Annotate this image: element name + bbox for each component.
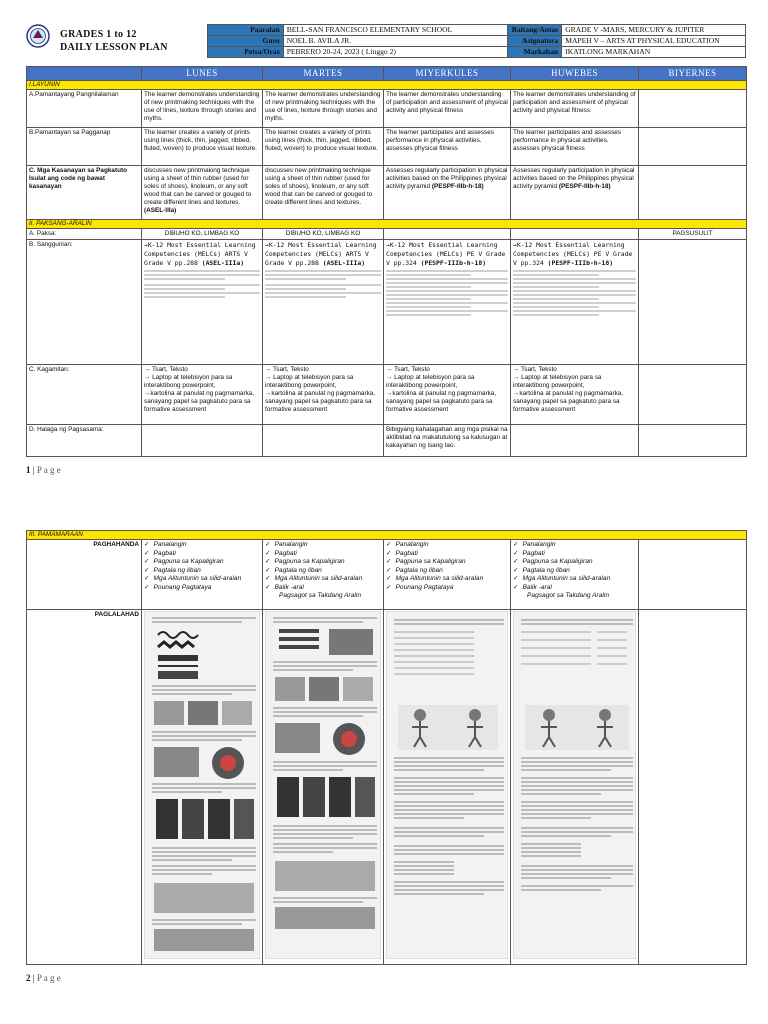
cell-halaga-thursday bbox=[511, 425, 639, 457]
checkmark-icon: ✓ bbox=[513, 549, 519, 557]
row-label-paglalahad: PAGLALAHAD bbox=[27, 610, 142, 965]
row-label-kasanayan bbox=[27, 166, 142, 220]
physical-activity-lesson-image bbox=[390, 615, 508, 955]
printmaking-lesson-image bbox=[148, 615, 260, 955]
checklist-item-text: Balik -aral bbox=[274, 583, 304, 591]
sanggunian-thursday-code: (PESPF-IIIb-h-18) bbox=[547, 258, 614, 267]
checklist-item bbox=[144, 584, 260, 593]
checklist-item bbox=[386, 584, 508, 593]
cell-paghahanda-wednesday bbox=[384, 540, 511, 610]
section-pamamaraan: III. PAMAMARAAN bbox=[27, 531, 747, 540]
checklist-item-text: Pagtala ng liban bbox=[395, 566, 443, 574]
checklist-item-text: Mga Alituntunin sa silid-aralan bbox=[395, 575, 484, 583]
cell-a-monday: The learner demonstrates understanding of new printmaking techniques with the use of lines, texture through stories and myths. bbox=[142, 90, 263, 128]
cell-paglalahad-wednesday bbox=[384, 610, 511, 965]
header bbox=[26, 24, 746, 66]
row-label-pamantayang-pangnilalaman: A.Pamantayang Pangnilalaman bbox=[27, 90, 142, 128]
kagamitan-wednesday-2: → Laptop at telebisyon para sa interaktibong powerpoint, bbox=[386, 374, 475, 390]
physical-activity-lesson-image-2 bbox=[517, 615, 637, 955]
cell-c-thursday bbox=[511, 166, 639, 220]
cell-halaga-monday bbox=[142, 425, 263, 457]
printmaking-lesson-image-2 bbox=[269, 615, 381, 955]
kasanayan-label-text: C. Mga Kasanayan sa Pagkatuto Isulat ang code ng bawat kasanayan bbox=[29, 167, 128, 191]
checkmark-icon: ✓ bbox=[144, 558, 150, 566]
cell-paksa-monday: DIBUHO KO, LIMBAG KO bbox=[142, 229, 263, 240]
day-header-monday: LUNES bbox=[142, 67, 263, 81]
kagamitan-thursday-3: →kartolina at panulat ng pagmamarka, sanayang papel sa pagkatuto para sa formative assessment bbox=[513, 390, 624, 414]
arts-lesson-thumbnail-tuesday bbox=[265, 611, 381, 959]
cell-paksa-tuesday: DIBUHO KO, LIMBAG KO bbox=[263, 229, 384, 240]
kagamitan-tuesday-1: → Tsart, Teksto bbox=[265, 366, 309, 374]
cell-a-wednesday: The learner demonstrates understanding of participation and assessment of physical activity and physical fitness bbox=[384, 90, 511, 128]
cell-paksa-friday: PAGSUSULIT bbox=[639, 229, 747, 240]
cell-paglalahad-tuesday bbox=[263, 610, 384, 965]
checklist-item-text: Pagbati bbox=[522, 549, 545, 557]
checklist-item bbox=[144, 558, 260, 567]
checklist-item bbox=[513, 567, 636, 576]
day-header-thursday: HUWEBES bbox=[511, 67, 639, 81]
row-label-paksa: A. Paksa: bbox=[27, 229, 142, 240]
cell-c-wednesday-text: Assesses regularly participation in physical activities based on the Philippines physical activity pyramid bbox=[386, 167, 508, 191]
checkmark-icon: ✓ bbox=[144, 583, 150, 591]
checklist-item bbox=[386, 541, 508, 550]
checklist-tuesday bbox=[265, 541, 381, 592]
day-header-friday: BIYERNES bbox=[639, 67, 747, 81]
thursday-extra: Pagsagot sa Takdang Aralin bbox=[527, 592, 609, 600]
cell-paglalahad-friday bbox=[639, 610, 747, 965]
row-label-halaga: D. Halaga ng Pagsasama: bbox=[27, 425, 142, 457]
checkmark-icon: ✓ bbox=[513, 566, 519, 574]
cell-sanggunian-monday bbox=[142, 240, 263, 365]
checklist-item-text: Panalangin bbox=[522, 541, 556, 548]
checkmark-icon: ✓ bbox=[513, 541, 519, 548]
cell-kagamitan-friday bbox=[639, 365, 747, 425]
cell-paghahanda-thursday bbox=[511, 540, 639, 610]
cell-c-monday bbox=[142, 166, 263, 220]
checklist-item-text: Pagpuna sa Kapaligiran bbox=[153, 558, 224, 566]
cell-halaga-friday bbox=[639, 425, 747, 457]
cell-paghahanda-tuesday bbox=[263, 540, 384, 610]
kagamitan-tuesday-2: → Laptop at telebisyon para sa interaktibong powerpoint, bbox=[265, 374, 354, 390]
markahan-value: IKATLONG MARKAHAN bbox=[562, 47, 746, 58]
cell-b-friday bbox=[639, 128, 747, 166]
checkmark-icon: ✓ bbox=[386, 583, 392, 591]
checkmark-icon: ✓ bbox=[144, 566, 150, 574]
kagamitan-thursday-1: → Tsart, Teksto bbox=[513, 366, 557, 374]
sanggunian-wednesday-text: →K-12 Most Essential Learning Competencies (MELCs) PE V Grade V pp.324 bbox=[386, 241, 506, 267]
page-footer-1: 1 | P a g e bbox=[26, 465, 61, 476]
checklist-item bbox=[144, 550, 260, 559]
checkmark-icon: ✓ bbox=[144, 575, 150, 583]
checkmark-icon: ✓ bbox=[513, 575, 519, 583]
guro-value: NOEL B. AVILA JR. bbox=[283, 36, 508, 47]
checklist-item-text: Panalangin bbox=[274, 541, 308, 548]
paaralan-value: BELL-SAN FRANCISCO ELEMENTARY SCHOOL bbox=[283, 25, 508, 36]
lesson-plan-table-2 bbox=[26, 530, 747, 965]
cell-c-friday bbox=[639, 166, 747, 220]
asignatura-value: MAPEH V – ARTS AT PHYSICAL EDUCATION bbox=[562, 36, 746, 47]
cell-sanggunian-thursday bbox=[511, 240, 639, 365]
sanggunian-wednesday-sources bbox=[386, 270, 508, 316]
checklist-wednesday bbox=[386, 541, 508, 592]
checklist-item-text: Pagbati bbox=[395, 549, 418, 557]
cell-paglalahad-thursday bbox=[511, 610, 639, 965]
cell-a-tuesday: The learner demonstrates understanding of new printmaking techniques with the use of lines, texture through stories and myths. bbox=[263, 90, 384, 128]
checkmark-icon: ✓ bbox=[386, 541, 392, 548]
checklist-item bbox=[513, 550, 636, 559]
row-label-sanggunian: B. Sanggunian: bbox=[27, 240, 142, 365]
checkmark-icon: ✓ bbox=[265, 575, 271, 583]
sanggunian-wednesday-code: (PESPF-IIIb-h-18) bbox=[420, 258, 487, 267]
cell-b-tuesday: The learner creates a variety of prints using lines (thick, thin, jagged, ribbed, fluted, woven) to produce visual texture. bbox=[263, 128, 384, 166]
cell-c-wednesday-code: (PESPF-IIIb-h-18) bbox=[431, 183, 484, 191]
baitang-label: Baitang/Antas bbox=[508, 25, 562, 36]
guro-label: Guro bbox=[208, 36, 284, 47]
cell-b-thursday: The learner participates and assesses performance in physical activities. assesses physical fitness bbox=[511, 128, 639, 166]
cell-paksa-thursday bbox=[511, 229, 639, 240]
info-table bbox=[207, 24, 746, 58]
checklist-item bbox=[386, 558, 508, 567]
checkmark-icon: ✓ bbox=[386, 575, 392, 583]
markahan-label: Markahan bbox=[508, 47, 562, 58]
kagamitan-thursday-2: → Laptop at telebisyon para sa interaktibong powerpoint, bbox=[513, 374, 602, 390]
sanggunian-thursday-sources bbox=[513, 270, 636, 316]
cell-b-monday: The learner creates a variety of prints using lines (thick, thin, jagged, ribbed, fluted, woven) to produce visual texture. bbox=[142, 128, 263, 166]
day-header-row bbox=[27, 67, 747, 81]
checkmark-icon: ✓ bbox=[386, 549, 392, 557]
checkmark-icon: ✓ bbox=[386, 558, 392, 566]
sanggunian-tuesday-sources bbox=[265, 270, 381, 298]
cell-c-wednesday bbox=[384, 166, 511, 220]
day-header-blank bbox=[27, 67, 142, 81]
document-title bbox=[60, 28, 168, 54]
kagamitan-tuesday-3: →kartolina at panulat ng pagmamarka, sanayang papel sa pagkatuto para sa formative assessment bbox=[265, 390, 376, 414]
kagamitan-wednesday-1: → Tsart, Teksto bbox=[386, 366, 430, 374]
sanggunian-monday-sources bbox=[144, 270, 260, 298]
sanggunian-monday-text: →K-12 Most Essential Learning Competencies (MELCs) ARTS V Grade V pp.288 bbox=[144, 241, 256, 267]
checklist-item bbox=[386, 550, 508, 559]
sanggunian-tuesday-code: (ASEL-IIIa) bbox=[322, 258, 366, 267]
checkmark-icon: ✓ bbox=[265, 549, 271, 557]
checklist-item bbox=[513, 541, 636, 550]
cell-paghahanda-friday bbox=[639, 540, 747, 610]
checklist-item bbox=[386, 567, 508, 576]
checklist-item bbox=[144, 541, 260, 550]
section-paksang-aralin: II. PAKSANG-ARALIN bbox=[27, 220, 747, 229]
checklist-item-text: Balik -aral bbox=[522, 583, 552, 591]
checklist-item-text: Pagtala ng liban bbox=[522, 566, 570, 574]
cell-c-tuesday-text: discusses new printmaking technique using a sheet of thin rubber (used for soles of shoes), linoleum, or any soft wood that can be carved or gouged to create different lines and textures. bbox=[265, 167, 373, 207]
deped-seal-icon bbox=[26, 24, 50, 48]
cell-kagamitan-tuesday bbox=[263, 365, 384, 425]
row-label-pamantayan-sa-pagganap: B.Pamantayan sa Pagganap bbox=[27, 128, 142, 166]
checklist-item bbox=[144, 575, 260, 584]
tuesday-extra: Pagsagot sa Takdang Aralin bbox=[279, 592, 361, 600]
pe-lesson-thumbnail-wednesday bbox=[386, 611, 508, 959]
kagamitan-monday-3: →kartolina at panulat ng pagmamarka, sanayang papel sa pagkatuto para sa formative assessment bbox=[144, 390, 255, 414]
checklist-item bbox=[513, 575, 636, 584]
kagamitan-monday-1: → Tsart, Teksto bbox=[144, 366, 188, 374]
checklist-item-text: Pagtala ng liban bbox=[153, 566, 201, 574]
cell-b-wednesday: The learner participates and assesses performance in physical activities. assesses physical fitness bbox=[384, 128, 511, 166]
sanggunian-monday-code: (ASEL-IIIa) bbox=[201, 258, 245, 267]
page-1 bbox=[26, 24, 746, 475]
checklist-item-text: Panalangin bbox=[395, 541, 429, 548]
cell-a-thursday: The learner demonstrates understanding of participation and assessment of physical activity and physical fitness bbox=[511, 90, 639, 128]
checklist-item bbox=[265, 550, 381, 559]
cell-paglalahad-monday bbox=[142, 610, 263, 965]
checkmark-icon: ✓ bbox=[513, 558, 519, 566]
checklist-monday bbox=[144, 541, 260, 592]
checklist-item-text: Pounang Pagtataya bbox=[153, 583, 212, 591]
cell-paghahanda-monday bbox=[142, 540, 263, 610]
petsa-value: PEBRERO 20-24, 2023 ( Linggo 2) bbox=[283, 47, 508, 58]
checklist-item-text: Pagpuna sa Kapaligiran bbox=[522, 558, 593, 566]
paaralan-label: Paaralan bbox=[208, 25, 284, 36]
page-footer-2: 2 | P a g e bbox=[26, 973, 61, 983]
checklist-item bbox=[265, 575, 381, 584]
cell-sanggunian-tuesday bbox=[263, 240, 384, 365]
cell-a-friday bbox=[639, 90, 747, 128]
kagamitan-monday-2: → Laptop at telebisyon para sa interaktibong powerpoint, bbox=[144, 374, 233, 390]
checklist-item-text: Pagpuna sa Kapaligiran bbox=[395, 558, 466, 566]
checklist-item-text: Panalangin bbox=[153, 541, 187, 548]
petsa-label: Petsa/Oras bbox=[208, 47, 284, 58]
cell-kagamitan-monday bbox=[142, 365, 263, 425]
checkmark-icon: ✓ bbox=[265, 583, 271, 591]
checklist-thursday bbox=[513, 541, 636, 592]
checklist-item-text: Pagtala ng liban bbox=[274, 566, 322, 574]
cell-c-monday-text: discusses new printmaking technique using a sheet of thin rubber (used for soles of shoes), linoleum, or any soft wood that can be carved or gouged to create different lines and textures. bbox=[144, 167, 252, 207]
sanggunian-thursday-text: →K-12 Most Essential Learning Competencies (MELCs) PE V Grade V pp.324 bbox=[513, 241, 633, 267]
checklist-item-text: Mga Alituntunin sa silid-aralan bbox=[522, 575, 611, 583]
cell-c-thursday-text: Assesses regularly participation in physical activities based on the Philippines physical activity pyramid bbox=[513, 167, 635, 191]
checklist-item bbox=[386, 575, 508, 584]
checklist-item bbox=[513, 584, 636, 593]
sanggunian-tuesday-text: →K-12 Most Essential Learning Competencies (MELCs) ARTS V Grade V pp.288 bbox=[265, 241, 377, 267]
cell-kagamitan-thursday bbox=[511, 365, 639, 425]
cell-c-thursday-code: (PESPF-IIIb-h-18) bbox=[558, 183, 611, 191]
cell-c-monday-code: (ASEL-IIIa) bbox=[144, 207, 177, 215]
checklist-item bbox=[265, 584, 381, 593]
checkmark-icon: ✓ bbox=[144, 541, 150, 548]
checklist-item-text: Pagbati bbox=[153, 549, 176, 557]
day-header-tuesday: MARTES bbox=[263, 67, 384, 81]
checklist-item bbox=[265, 541, 381, 550]
row-label-kagamitan: C. Kagamitan: bbox=[27, 365, 142, 425]
checkmark-icon: ✓ bbox=[144, 549, 150, 557]
cell-halaga-wednesday: Bibigyang kahalagahan ang mga pisikal na aktibidad na makatutulong sa kalusugan at kakayahan ng isang tao. bbox=[384, 425, 511, 457]
cell-paksa-wednesday bbox=[384, 229, 511, 240]
checklist-item-text: Pagpuna sa Kapaligiran bbox=[274, 558, 345, 566]
checklist-item-text: Pagbati bbox=[274, 549, 297, 557]
checklist-item bbox=[144, 567, 260, 576]
checklist-item bbox=[265, 567, 381, 576]
page-word-1: P a g e bbox=[36, 465, 61, 476]
checkmark-icon: ✓ bbox=[265, 541, 271, 548]
checkmark-icon: ✓ bbox=[386, 566, 392, 574]
day-header-wednesday: MIYERKULES bbox=[384, 67, 511, 81]
cell-halaga-tuesday bbox=[263, 425, 384, 457]
checkmark-icon: ✓ bbox=[265, 558, 271, 566]
asignatura-label: Asignatura bbox=[508, 36, 562, 47]
lesson-plan-table-1 bbox=[26, 66, 747, 457]
checklist-item bbox=[265, 558, 381, 567]
checklist-item-text: Pounang Pagtataya bbox=[395, 583, 454, 591]
pe-lesson-thumbnail-thursday bbox=[513, 611, 636, 959]
cell-kagamitan-wednesday bbox=[384, 365, 511, 425]
checklist-item-text: Mga Alituntunin sa silid-aralan bbox=[153, 575, 242, 583]
row-label-paghahanda: PAGHAHANDA bbox=[27, 540, 142, 610]
arts-lesson-thumbnail-monday bbox=[144, 611, 260, 959]
checklist-item bbox=[513, 558, 636, 567]
page-number-1: 1 bbox=[26, 465, 31, 476]
cell-c-tuesday bbox=[263, 166, 384, 220]
page-number-2: 2 bbox=[26, 973, 31, 983]
title-line-1: GRADES 1 to 12 bbox=[60, 29, 137, 40]
checkmark-icon: ✓ bbox=[513, 583, 519, 591]
cell-sanggunian-wednesday bbox=[384, 240, 511, 365]
page-2 bbox=[26, 530, 746, 983]
section-layunin: I.LAYUNIN bbox=[27, 81, 747, 90]
checkmark-icon: ✓ bbox=[265, 566, 271, 574]
page-word-2: P a g e bbox=[36, 973, 61, 983]
checklist-item-text: Mga Alituntunin sa silid-aralan bbox=[274, 575, 363, 583]
title-line-2: DAILY LESSON PLAN bbox=[60, 42, 168, 53]
baitang-value: GRADE V -MARS, MERCURY & JUPITER bbox=[562, 25, 746, 36]
cell-sanggunian-friday bbox=[639, 240, 747, 365]
kagamitan-wednesday-3: →kartolina at panulat ng pagmamarka, sanayang papel sa pagkatuto para sa formative assessment bbox=[386, 390, 497, 414]
